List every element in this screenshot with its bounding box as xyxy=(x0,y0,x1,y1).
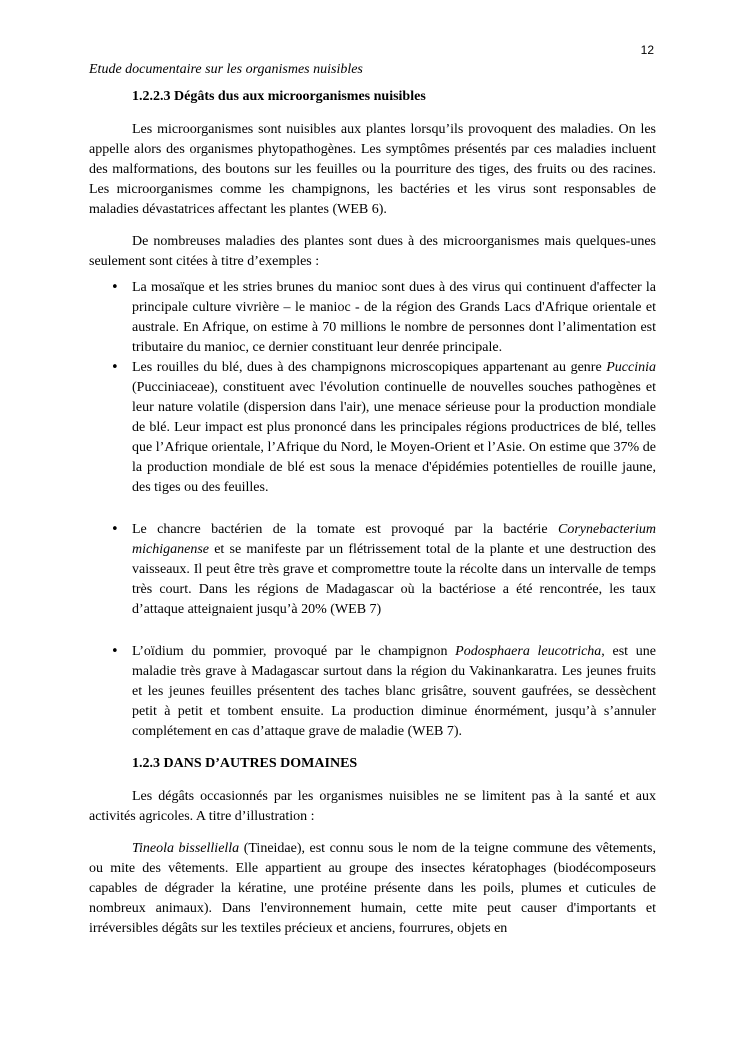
disease-list xyxy=(89,278,656,742)
page-content xyxy=(89,60,656,939)
species-name: Corynebacterium michiganense xyxy=(132,522,656,557)
list-item-cassava xyxy=(89,278,656,358)
list-item-text: , est une maladie très grave à Madagascar surtout dans la région du Vakinankaratra. Les jeunes fruits et les jeunes feuilles présentent des taches blanc grisâtre, souvent gaufrées, se dessèchent petit à petit et tombent ensuite. La production diminue énormément, jusqu’à s’annuler complétement en cas d’attaque grave de maladie (WEB 7). xyxy=(132,644,656,739)
paragraph-examples-intro: De nombreuses maladies des plantes sont dues à des microorganismes mais quelques-unes seulement sont citées à titre d’exemples : xyxy=(89,234,656,269)
page-number: 12 xyxy=(640,43,654,57)
species-name: Puccinia xyxy=(606,360,656,375)
list-item-tomato-canker xyxy=(89,520,656,620)
section-heading-1-2-2-3: 1.2.2.3 Dégâts dus aux microorganismes nuisibles xyxy=(132,89,426,104)
list-item-text: Le chancre bactérien de la tomate est provoqué par la bactérie xyxy=(132,522,559,537)
species-name: Tineola bisselliella xyxy=(132,841,240,856)
paragraph-other-domains: Les dégâts occasionnés par les organismes nuisibles ne se limitent pas à la santé et aux activités agricoles. A titre d’illustration : xyxy=(89,789,656,824)
list-item-text: La mosaïque et les stries brunes du manioc sont dues à des virus qui continuent d'affecter la principale culture vivrière – le manioc - de la région des Grands Lacs d'Afrique orientale et australe. En Afrique, on estime à 70 millions le nombre de personnes dont l’alimentation est tributaire du manioc, ce dernier constituant leur denrée principale. xyxy=(132,280,656,355)
paragraph-tineola xyxy=(89,839,656,939)
paragraph-text: (Tineidae), est connu sous le nom de la teigne commune des vêtements, ou mite des vêtements. Elle appartient au groupe des insectes kératophages (biodécomposeurs capables de dégrader la kératine, une protéine présente dans les poils, plumes et cuticules de nombreux animaux). Dans l'environnement humain, cette mite peut causer d'importants et irréversibles dégâts sur les textiles précieux et anciens, fourrures, objets en xyxy=(89,841,656,936)
list-item-wheat-rust xyxy=(89,358,656,498)
species-name: Podosphaera leucotricha xyxy=(455,644,602,659)
list-item-text: L’oïdium du pommier, provoqué par le champignon xyxy=(132,644,456,659)
section-heading-1-2-3: 1.2.3 DANS D’AUTRES DOMAINES xyxy=(132,756,358,771)
paragraph-microorganisms: Les microorganismes sont nuisibles aux plantes lorsqu’ils provoquent des maladies. On les appelle alors des organismes phytopathogènes. Les symptômes présentés par ces maladies incluent des malformations, des boutons sur les feuilles ou la pourriture des tiges, des fruits ou des racines. Les microorganismes comme les champignons, les bactéries et les virus sont responsables de maladies dévastatrices affectant les plantes (WEB 6). xyxy=(89,122,656,217)
running-header: Etude documentaire sur les organismes nuisibles xyxy=(89,62,363,77)
list-item-text: (Pucciniaceae), constituent avec l'évolution continuelle de nouvelles souches pathogènes et leur nature volatile (dispersion dans l'air), une menace sérieuse pour la production mondiale de blé. Leur impact est plus prononcé dans les principales régions productrices de blé, telles que l’Afrique orientale, l’Afrique du Nord, le Moyen-Orient et l’Asie. On estime que 37% de la production mondiale de blé est sous la menace d'épidémies potentielles de rouille jaune, des tiges ou des feuilles. xyxy=(132,380,656,495)
list-item-text: Les rouilles du blé, dues à des champignons microscopiques appartenant au genre xyxy=(132,360,607,375)
list-item-text: et se manifeste par un flétrissement total de la plante et une destruction des vaisseaux. Il peut être très grave et compromettre toute la récolte dans un intervalle de temps très court. Dans les régions de Madagascar où la bactériose a été rencontrée, les taux d’attaque atteignaient jusqu’à 20% (WEB 7) xyxy=(132,542,656,617)
list-item-apple-mildew xyxy=(89,642,656,742)
